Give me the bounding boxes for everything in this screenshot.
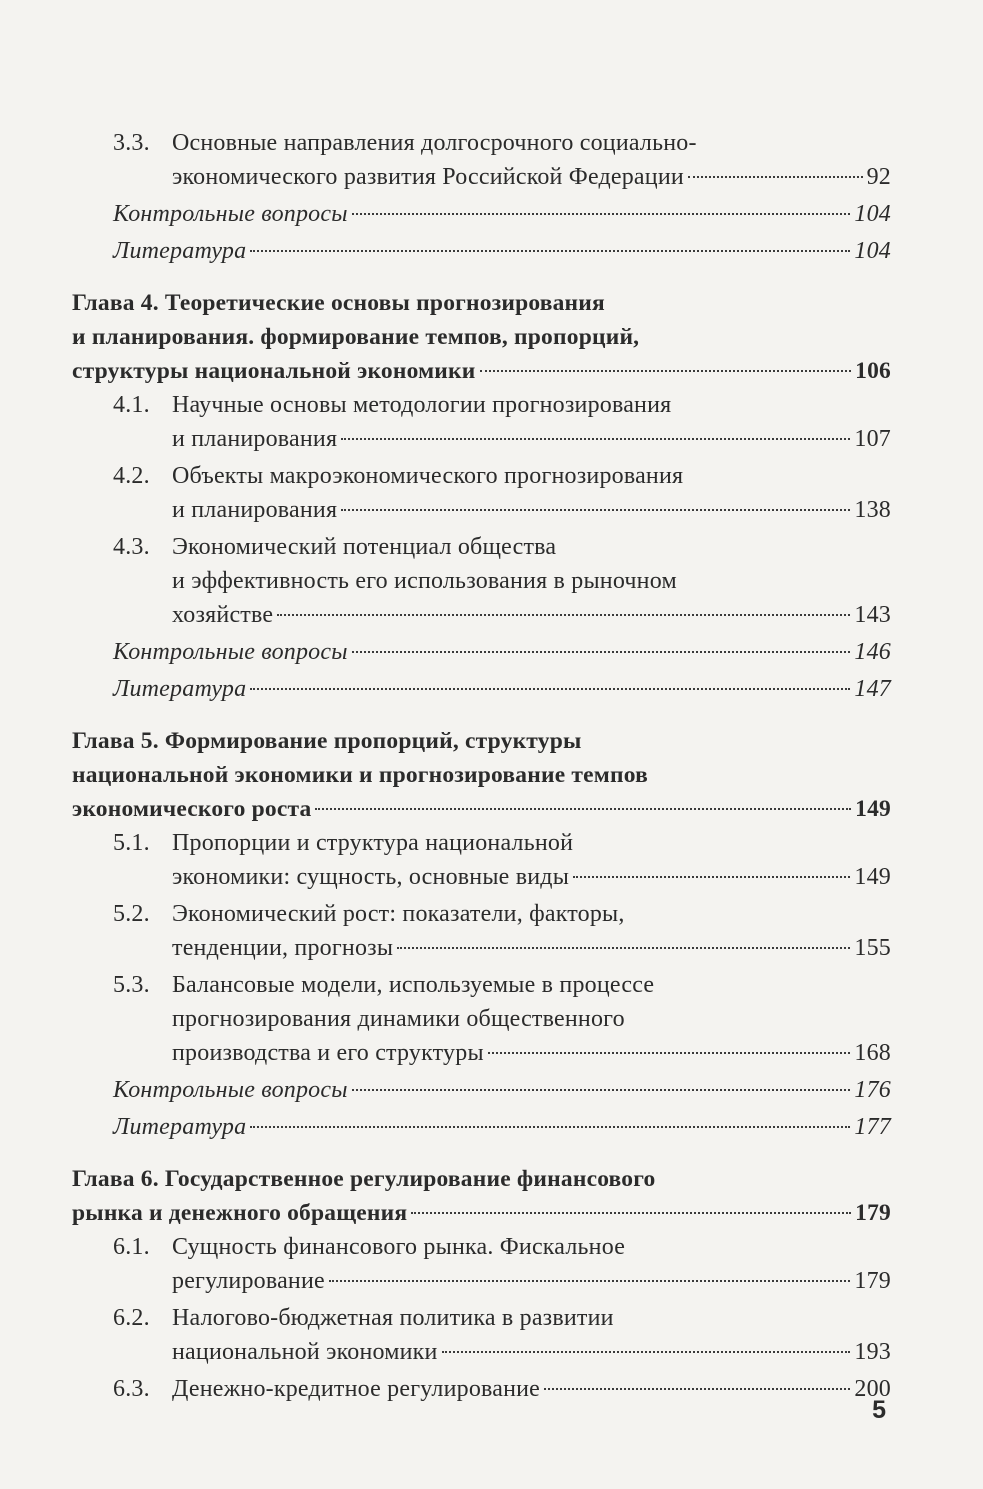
toc-page-number: 179 [854,1268,891,1294]
toc-line [0,1301,983,1335]
toc-title-text: и планирования [172,426,338,452]
toc-line [0,860,983,894]
section-number: 4.2. [113,463,150,489]
toc-title-text: Основные направления долгосрочного социально- [172,130,697,156]
dot-leader [688,176,863,178]
toc-title-text: экономического роста [72,796,312,822]
toc-page-number: 177 [854,1114,891,1140]
dot-leader [329,1280,851,1282]
toc-title-text: экономического развития Российской Федерации [172,164,684,190]
toc-entry-section [0,968,983,1070]
toc-entry-section [0,897,983,965]
section-number: 3.3. [113,130,150,156]
toc-entry-chapter [0,1162,983,1230]
toc-title-text: Денежно-кредитное регулирование [172,1376,541,1402]
toc-line [0,792,983,826]
toc-page-number: 143 [854,602,891,628]
toc-title-text: производства и его структуры [172,1040,484,1066]
toc-line [0,388,983,422]
toc-title-text: Налогово-бюджетная политика в развитии [172,1305,614,1331]
toc-entry-chapter [0,286,983,388]
toc-title-text: Сущность финансового рынка. Фискальное [172,1234,626,1260]
toc-page-number: 147 [854,676,891,702]
toc-line [0,422,983,456]
dot-leader [352,651,851,653]
toc-line [0,286,983,320]
dot-leader [341,509,850,511]
toc-page-number: 149 [854,864,891,890]
dot-leader [488,1052,851,1054]
dot-leader [250,250,850,252]
toc-line [0,234,983,268]
dot-leader [341,438,850,440]
toc-entry-section [0,1372,983,1406]
section-number: 5.2. [113,901,150,927]
section-number: 5.1. [113,830,150,856]
dot-leader [544,1388,850,1390]
toc-entry-section [0,1301,983,1369]
toc-title-text: Глава 5. Формирование пропорций, структуры [72,728,582,754]
toc-title-text: структуры национальной экономики [72,358,476,384]
toc-entry-italic [0,1110,983,1144]
dot-leader [277,614,850,616]
dot-leader [480,370,852,372]
dot-leader [250,1126,850,1128]
toc-title-text: Пропорции и структура национальной [172,830,574,856]
table-of-contents [0,126,983,1406]
toc-line [0,493,983,527]
toc-line [0,1335,983,1369]
toc-line [0,758,983,792]
toc-line [0,160,983,194]
toc-entry-italic [0,197,983,231]
toc-title-text: тенденции, прогнозы [172,935,394,961]
dot-leader [352,1089,851,1091]
toc-title-text: национальной экономики и прогнозирование темпов [72,762,648,788]
toc-title-text: Глава 4. Теоретические основы прогнозирования [72,290,605,316]
toc-entry-section [0,459,983,527]
toc-title-text: и планирования. формирование темпов, пропорций, [72,324,640,350]
toc-entry-section [0,530,983,632]
dot-leader [397,947,850,949]
page-number: 5 [872,1396,886,1424]
toc-title-text: Контрольные вопросы [113,1077,348,1103]
toc-line [0,126,983,160]
section-number: 4.3. [113,534,150,560]
toc-page-number: 138 [854,497,891,523]
toc-entry-italic [0,1073,983,1107]
toc-page-number: 176 [854,1077,891,1103]
toc-page-number: 104 [854,238,891,264]
dot-leader [315,808,851,810]
toc-title-text: Контрольные вопросы [113,639,348,665]
toc-line [0,459,983,493]
toc-line [0,320,983,354]
section-number: 6.1. [113,1234,150,1260]
toc-line [0,931,983,965]
toc-line [0,1162,983,1196]
toc-entry-section [0,126,983,194]
toc-entry-section [0,388,983,456]
toc-title-text: Экономический потенциал общества [172,534,557,560]
toc-line [0,635,983,669]
toc-title-text: Литература [113,238,247,264]
toc-title-text: Объекты макроэкономического прогнозирования [172,463,684,489]
toc-entry-chapter [0,724,983,826]
dot-leader [573,876,850,878]
toc-line [0,672,983,706]
toc-title-text: Научные основы методологии прогнозирования [172,392,672,418]
toc-title-text: Экономический рост: показатели, факторы, [172,901,625,927]
toc-line [0,1036,983,1070]
toc-entry-italic [0,234,983,268]
toc-entry-italic [0,672,983,706]
toc-line [0,564,983,598]
toc-line [0,1372,983,1406]
toc-page-number: 179 [855,1200,891,1226]
toc-title-text: рынка и денежного обращения [72,1200,408,1226]
toc-title-text: прогнозирования динамики общественного [172,1006,625,1032]
toc-page-number: 155 [854,935,891,961]
toc-title-text: Литература [113,676,247,702]
toc-line [0,1073,983,1107]
toc-title-text: и планирования [172,497,338,523]
toc-page-number: 104 [854,201,891,227]
toc-line [0,1196,983,1230]
toc-page-number: 107 [854,426,891,452]
toc-title-text: Литература [113,1114,247,1140]
section-number: 5.3. [113,972,150,998]
toc-entry-section [0,826,983,894]
toc-page-number: 92 [866,164,891,190]
toc-page-number: 106 [855,358,891,384]
toc-title-text: и эффективность его использования в рыночном [172,568,677,594]
toc-line [0,197,983,231]
toc-title-text: экономики: сущность, основные виды [172,864,570,890]
toc-entry-section [0,1230,983,1298]
toc-line [0,1264,983,1298]
toc-title-text: регулирование [172,1268,325,1294]
toc-line [0,968,983,1002]
section-number: 6.3. [113,1376,150,1402]
toc-line [0,1110,983,1144]
toc-line [0,1230,983,1264]
toc-page-number: 146 [854,639,891,665]
toc-line [0,1002,983,1036]
toc-line [0,897,983,931]
dot-leader [352,213,851,215]
dot-leader [411,1212,851,1214]
toc-line [0,724,983,758]
section-number: 4.1. [113,392,150,418]
toc-title-text: национальной экономики [172,1339,438,1365]
toc-page-number: 193 [854,1339,891,1365]
toc-entry-italic [0,635,983,669]
toc-page-number: 168 [854,1040,891,1066]
toc-line [0,354,983,388]
toc-title-text: Глава 6. Государственное регулирование финансового [72,1166,656,1192]
toc-title-text: хозяйстве [172,602,274,628]
dot-leader [250,688,850,690]
toc-page-number: 200 [854,1376,891,1402]
toc-page-number: 149 [855,796,891,822]
toc-line [0,598,983,632]
dot-leader [442,1351,851,1353]
toc-title-text: Балансовые модели, используемые в процессе [172,972,655,998]
section-number: 6.2. [113,1305,150,1331]
toc-title-text: Контрольные вопросы [113,201,348,227]
toc-line [0,530,983,564]
toc-line [0,826,983,860]
